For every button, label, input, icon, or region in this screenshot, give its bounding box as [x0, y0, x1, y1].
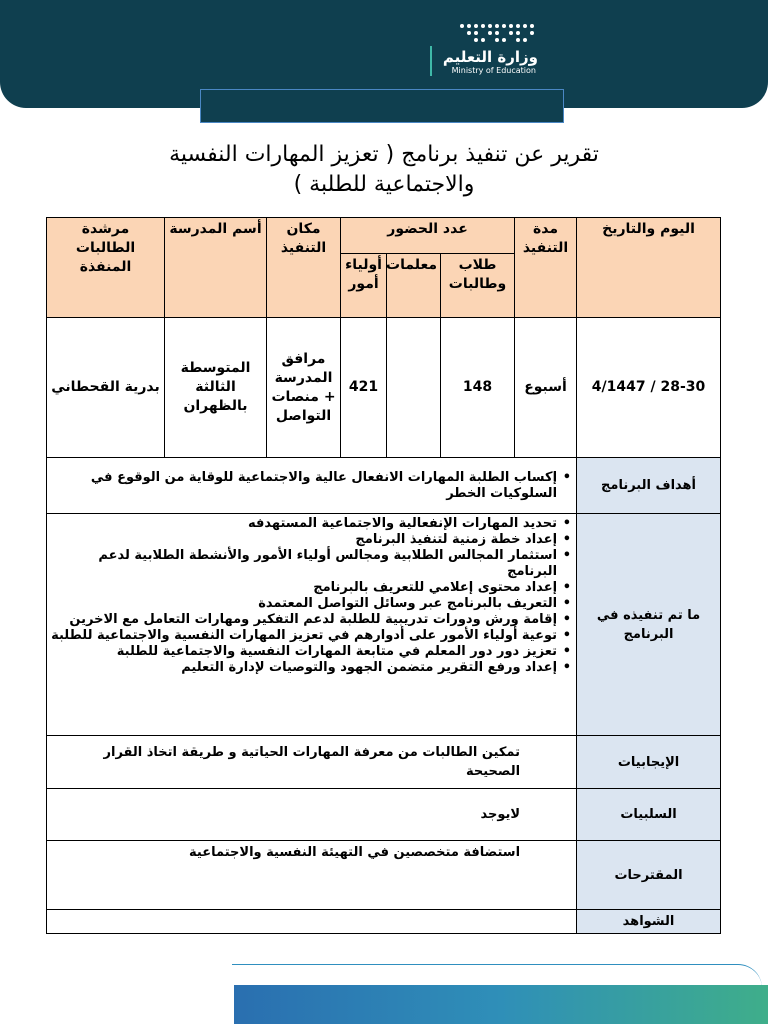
header-tab [200, 89, 564, 123]
header-students: طلاب وطالبات [441, 254, 515, 318]
list-item: • التعريف بالبرنامج عبر وسائل التواصل المعتمدة [50, 596, 557, 612]
list-item: • توعية أولياء الأمور على أدوارهم في تعزيز المهارات النفسية والاجتماعية للطلبة [50, 628, 557, 644]
page-title [60, 140, 708, 200]
cell-place: مرافق المدرسة + منصات التواصل [267, 318, 341, 458]
logo-bar [430, 46, 432, 76]
list-item: • تحديد المهارات الإنفعالية والاجتماعية المستهدفه [50, 516, 557, 532]
label-negatives: السلبيات [577, 789, 721, 841]
cell-teachers [387, 318, 441, 458]
header-duration: مدة التنفيذ [515, 218, 577, 318]
goals-content [47, 458, 577, 514]
logo-arabic-text: وزارة التعليم [442, 48, 538, 66]
header-attendance: عدد الحضور [341, 218, 515, 254]
label-positives: الإيجابيات [577, 736, 721, 789]
cell-duration: أسبوع [515, 318, 577, 458]
logo-dots-icon [442, 22, 538, 46]
header-teachers: معلمات [387, 254, 441, 318]
label-goals: أهداف البرنامج [577, 458, 721, 514]
cell-school: المتوسطة الثالثة بالظهران [165, 318, 267, 458]
list-item: • استثمار المجالس الطلابية ومجالس أولياء الأمور والأنشطة الطلابية لدعم البرنامج [50, 548, 557, 580]
suggestions-text: استضافة متخصصين في التهيئة النفسية والاجتماعية [47, 841, 577, 910]
cell-counselor: بدرية القحطاني [47, 318, 165, 458]
list-item: • إكساب الطلبة المهارات الانفعال عالية والاجتماعية للوقاية من الوقوع في السلوكيات الخطر [50, 470, 557, 502]
header-place: مكان التنفيذ [267, 218, 341, 318]
header-counselor: مرشدة الطالبات المنفذة [47, 218, 165, 318]
ministry-logo [428, 22, 538, 78]
label-suggestions: المقترحات [577, 841, 721, 910]
list-item: • إعداد ورفع التقرير متضمن الجهود والتوصيات لإدارة التعليم [50, 660, 557, 676]
negatives-text: لايوجد [47, 789, 577, 841]
done-list [50, 516, 573, 676]
report-table [46, 217, 721, 934]
list-item: • تعزيز دور دور المعلم في متابعة المهارات النفسية والاجتماعية للطلبة [50, 644, 557, 660]
label-evidence: الشواهد [577, 910, 721, 934]
header-parents: أولياء أمور [341, 254, 387, 318]
label-done: ما تم تنفيذه في البرنامج [577, 514, 721, 736]
list-item: • إعداد خطة زمنية لتنفيذ البرنامج [50, 532, 557, 548]
logo-english-text: Ministry of Education [451, 66, 536, 75]
title-line-1: تقرير عن تنفيذ برنامج ( تعزيز المهارات النفسية [169, 142, 599, 167]
evidence-content [47, 910, 577, 934]
header-school: أسم المدرسة [165, 218, 267, 318]
list-item: • إقامة ورش ودورات تدريبية للطلبة لدعم التفكير ومهارات التعامل مع الاخرين [50, 612, 557, 628]
positives-text: تمكين الطالبات من معرفة المهارات الحياتية و طريقة اتخاذ القرار الصحيحة [47, 736, 577, 789]
cell-students: 148 [441, 318, 515, 458]
cell-date: 28-30 / 4/1447 [577, 318, 721, 458]
goals-list [50, 470, 573, 502]
cell-parents: 421 [341, 318, 387, 458]
list-item: • إعداد محتوى إعلامي للتعريف بالبرنامج [50, 580, 557, 596]
done-content [47, 514, 577, 736]
footer-band [234, 985, 768, 1024]
title-line-2: والاجتماعية للطلبة ) [293, 172, 475, 197]
header-date: اليوم والتاريخ [577, 218, 721, 318]
